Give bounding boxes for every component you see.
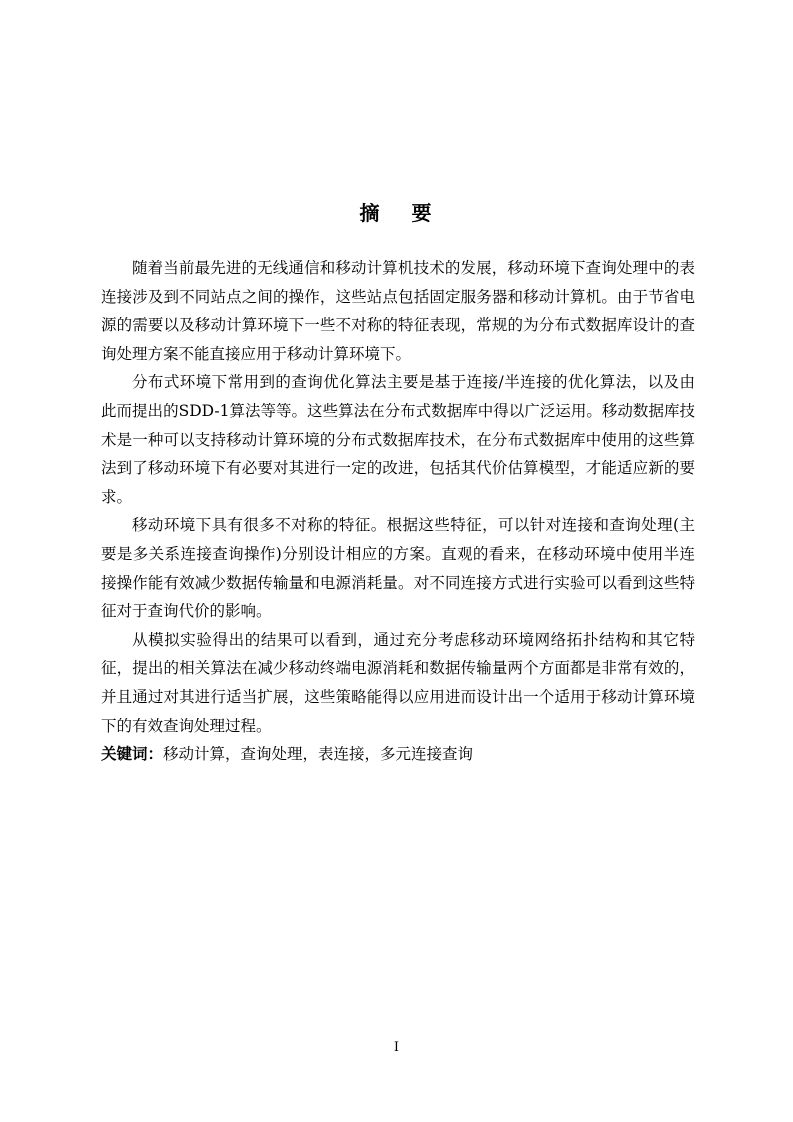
abstract-paragraph-1: 随着当前最先进的无线通信和移动计算机技术的发展，移动环境下查询处理中的表连接涉及到不同站点之间的操作，这些站点包括固定服务器和移动计算机。由于节省电源的需要以及移动计算环境下一些不对称的特征表现，常规的为分布式数据库设计的查询处理方案不能直接应用于移动计算环境下。 xyxy=(101,259,695,363)
keywords-text: 移动计算，查询处理，表连接，多元连接查询 xyxy=(163,745,474,764)
page-number: I xyxy=(393,1040,400,1055)
keywords-label: 关键词： xyxy=(101,745,164,764)
abstract-body xyxy=(101,254,695,769)
keywords-line xyxy=(101,740,695,769)
abstract-paragraph-3: 移动环境下具有很多不对称的特征。根据这些特征，可以针对连接和查询处理(主要是多关系连接查询操作)分别设计相应的方案。直观的看来，在移动环境中使用半连接操作能有效减少数据传输量和电源消耗量。对不同连接方式进行实验可以看到这些特征对于查询代价的影响。 xyxy=(101,516,695,621)
abstract-paragraph-4: 从模拟实验得出的结果可以看到，通过充分考虑移动环境网络拓扑结构和其它特征，提出的相关算法在减少移动终端电源消耗和数据传输量两个方面都是非常有效的，并且通过对其进行适当扩展，这些策略能得以应用进而设计出一个适用于移动计算环境下的有效查询处理过程。 xyxy=(101,630,695,735)
abstract-title-part1: 摘 xyxy=(359,201,382,225)
abstract-paragraph-2: 分布式环境下常用到的查询优化算法主要是基于连接/半连接的优化算法，以及由此而提出的SDD-1算法等等。这些算法在分布式数据库中得以广泛运用。移动数据库技术是一种可以支持移动计算环境的分布式数据库技术，在分布式数据库中使用的这些算法到了移动环境下有必要对其进行一定的改进，包括其代价估算模型，才能适应新的要求。 xyxy=(101,373,695,506)
abstract-title xyxy=(0,199,793,227)
abstract-title-part2: 要 xyxy=(411,201,434,225)
